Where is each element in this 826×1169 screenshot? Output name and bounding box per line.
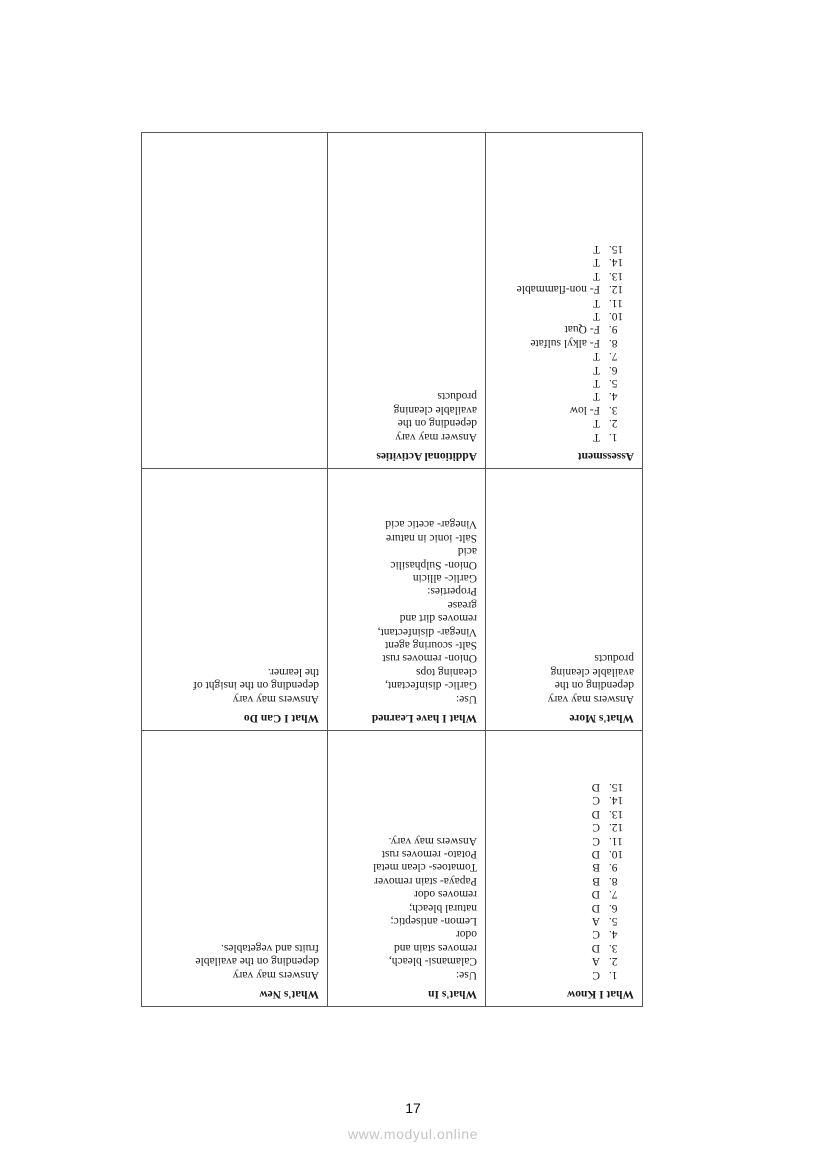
text-line: Answers may vary. <box>388 834 477 847</box>
text-line: Salt- scouring agent <box>385 638 477 651</box>
additional-activities-heading: Additional Activities <box>376 450 477 462</box>
text-line: Use: <box>455 968 477 981</box>
text-line: fruits and vegetables. <box>220 941 319 954</box>
text-line: Vinegar- disinfectant, <box>377 625 477 638</box>
answer-item: 9. F- Quat <box>494 322 606 335</box>
text-line: Potato- removes rust <box>381 847 477 860</box>
answer-item: 8. F- alkyl sulfate <box>494 335 606 348</box>
text-line: removes odor <box>414 888 477 901</box>
text-line: available cleaning <box>393 403 477 416</box>
whats-new-text <box>150 940 319 980</box>
answer-item: 2. A <box>494 954 606 967</box>
text-line: Papaya- stain remover <box>374 874 477 887</box>
answer-item: 5. A <box>494 914 606 927</box>
answer-item: 15. T <box>494 242 606 255</box>
assessment-heading: Assessment <box>577 450 634 462</box>
answer-item: 14. C <box>494 793 606 806</box>
text-line: Answer may vary <box>395 430 477 443</box>
text-line: Onion- removes rust <box>382 652 477 665</box>
answer-item: 9. B <box>494 860 606 873</box>
additional-activities-cell <box>328 133 486 469</box>
answer-item: 11. C <box>494 833 606 846</box>
table-row <box>142 731 643 1007</box>
answer-item: 10. T <box>494 309 606 322</box>
answer-item: 7. D <box>494 887 606 900</box>
answer-item: 4. C <box>494 927 606 940</box>
text-line: removes stain and <box>393 941 477 954</box>
empty-cell <box>142 133 328 469</box>
answer-item: 6. D <box>494 900 606 913</box>
whats-new-heading: What's New <box>259 988 319 1000</box>
whats-in-heading: What's In <box>428 988 477 1000</box>
answer-item: 3. F- low <box>494 402 606 415</box>
text-line: Garlic- disinfectant, <box>385 679 477 692</box>
what-i-have-learned-heading: What I have Learned <box>371 712 477 724</box>
text-line: Onion- Sulphasilic <box>390 558 477 571</box>
text-line: depending on the <box>554 679 634 692</box>
what-i-know-answers <box>494 780 634 981</box>
text-line: depending on the available <box>195 955 319 968</box>
answer-item: 13. D <box>494 806 606 819</box>
whats-new-cell <box>142 731 328 1007</box>
answer-item: 4. T <box>494 389 606 402</box>
text-line: Garlic- allicin <box>412 571 477 584</box>
page-number: 17 <box>405 1100 421 1116</box>
answer-item: 12. C <box>494 820 606 833</box>
text-line: available cleaning <box>550 665 634 678</box>
answer-item: 10. D <box>494 847 606 860</box>
table-row <box>142 133 643 469</box>
text-line: Properties: <box>427 585 477 598</box>
answer-item: 8. B <box>494 873 606 886</box>
what-i-have-learned-cell <box>328 469 486 731</box>
assessment-answers <box>494 242 634 443</box>
table-row <box>142 469 643 731</box>
answer-item: 3. D <box>494 940 606 953</box>
text-line: acid <box>457 545 477 558</box>
text-line: Tomatoes- clean metal <box>373 861 477 874</box>
text-line: grease <box>447 598 477 611</box>
answer-item: 11. T <box>494 295 606 308</box>
text-line: removes dirt and <box>399 612 477 625</box>
text-line: products <box>594 652 634 665</box>
answer-item: 1. T <box>494 429 606 442</box>
text-line: Salt- ionic in nature <box>385 531 477 544</box>
text-line: the learner. <box>267 665 319 678</box>
text-line: Use: <box>455 692 477 705</box>
text-line: Vinegar- acetic acid <box>385 518 477 531</box>
text-line: Answers may vary <box>547 692 634 705</box>
whats-more-cell <box>486 469 643 731</box>
what-i-can-do-cell <box>142 469 328 731</box>
answer-item: 2. T <box>494 416 606 429</box>
answer-item: 1. C <box>494 967 606 980</box>
what-i-know-heading: What I Know <box>566 988 634 1000</box>
answer-key-table <box>141 132 643 1007</box>
what-i-can-do-text <box>150 664 319 704</box>
what-i-know-cell <box>486 731 643 1007</box>
answer-item: 12. F- non-flammable <box>494 282 606 295</box>
answer-item: 5. T <box>494 376 606 389</box>
answer-item: 6. T <box>494 362 606 375</box>
text-line: depending on the insight of <box>193 679 319 692</box>
whats-in-text <box>336 833 477 980</box>
answer-item: 7. T <box>494 349 606 362</box>
text-line: depending on the <box>397 417 477 430</box>
text-line: natural bleach; <box>408 901 477 914</box>
text-line: Lemon- antiseptic; <box>390 914 477 927</box>
watermark: www.modyul.online <box>347 1126 479 1142</box>
additional-activities-text <box>336 389 477 443</box>
answer-item: 15. D <box>494 780 606 793</box>
whats-more-text <box>494 651 634 705</box>
text-line: cleaning tops <box>416 665 477 678</box>
whats-in-cell <box>328 731 486 1007</box>
text-line: odor <box>455 928 477 941</box>
text-line: Calamansi- bleach, <box>388 955 477 968</box>
what-i-have-learned-text <box>336 517 477 705</box>
what-i-can-do-heading: What I Can Do <box>243 712 319 724</box>
text-line: Answers may vary <box>232 692 319 705</box>
answer-item: 13. T <box>494 268 606 281</box>
text-line: products <box>437 390 477 403</box>
text-line: Answers may vary <box>232 968 319 981</box>
answer-item: 14. T <box>494 255 606 268</box>
whats-more-heading: What's More <box>569 712 634 724</box>
assessment-cell <box>486 133 643 469</box>
